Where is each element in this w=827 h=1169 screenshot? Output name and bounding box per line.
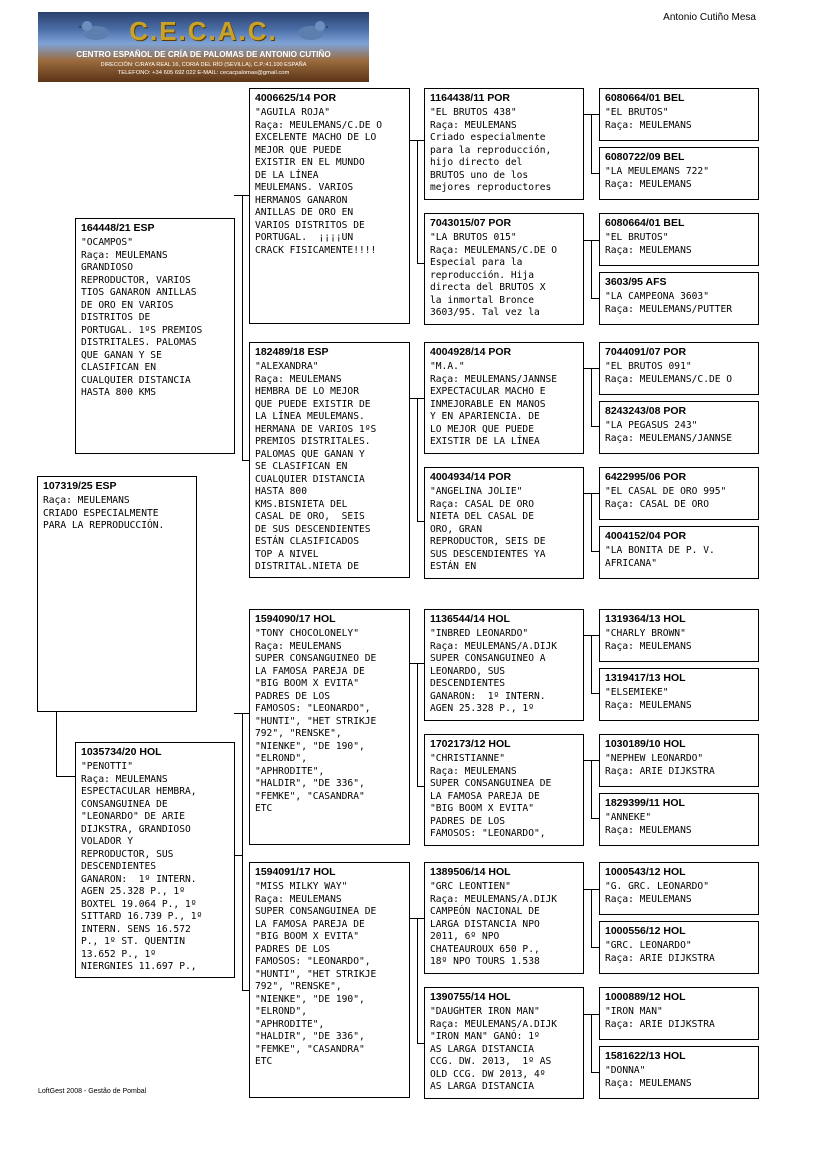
connector-line — [417, 663, 418, 786]
pedigree-box-ds — [249, 609, 410, 845]
logo-address: DIRECCIÓN: C/RAYA REAL 16, CORIA DEL RÍO (SEVILLA), C.P.:41.100 ESPAÑA — [100, 62, 307, 68]
ring-number: 1702173/12 HOL — [430, 738, 511, 750]
bird-description: "NEPHEW LEONARDO" Raça: ARIE DIJKSTRA — [605, 753, 715, 777]
pedigree-box-ddsd — [599, 921, 759, 974]
pedigree-box-ddss — [599, 862, 759, 915]
bird-description: "LA MEULEMANS 722" Raça: MEULEMANS — [605, 166, 709, 190]
ring-number: 1164438/11 POR — [430, 92, 510, 104]
owner-name: Antonio Cutiño Mesa — [663, 12, 756, 23]
pedigree-box-dsss — [599, 609, 759, 662]
connector-line — [417, 786, 424, 787]
bird-description: "G. GRC. LEONARDO" Raça: MEULEMANS — [605, 881, 709, 905]
connector-line — [242, 460, 249, 461]
connector-line — [591, 426, 599, 427]
ring-number: 7043015/07 POR — [430, 217, 512, 229]
pedigree-box-dam — [75, 742, 235, 978]
bird-description: "IRON MAN" Raça: ARIE DIJKSTRA — [605, 1006, 715, 1030]
connector-line — [591, 693, 599, 694]
pedigree-box-sdds — [599, 467, 759, 520]
connector-line — [591, 818, 599, 819]
bird-description: Raça: MEULEMANS CRIADO ESPECIALMENTE PARA LA REPRODUCCIÓN. — [43, 495, 165, 531]
connector-line — [591, 635, 592, 693]
ring-number: 1594090/17 HOL — [255, 613, 336, 625]
ring-number: 1136544/14 HOL — [430, 613, 510, 625]
bird-description: "GRC. LEONARDO" Raça: ARIE DIJKSTRA — [605, 940, 715, 964]
bird-description: "MISS MILKY WAY" Raça: MEULEMANS SUPER CONSANGUINEA DE LA FAMOSA PAREJA DE "BIG BOOM X EVITA" PADRES DE LOS FAMOSOS: "LEONARDO", "HUNTI", "HET STRIKJE 792", "RENSKE", "NIENKE", "DE 190", "ELROND", "APHRODITE", "HALDIR", "DE 336", "FEMKE", "CASANDRA" ETC — [255, 881, 377, 1067]
bird-description: "ELSEMIEKE" Raça: MEULEMANS — [605, 687, 692, 711]
pedigree-box-dddd — [599, 1046, 759, 1099]
connector-line — [591, 493, 592, 551]
connector-line — [591, 298, 599, 299]
bird-description: "EL BRUTOS 091" Raça: MEULEMANS/C.DE O — [605, 361, 733, 385]
connector-line — [591, 1072, 599, 1073]
ring-number: 6422995/06 POR — [605, 471, 687, 483]
pedigree-box-ssss — [599, 88, 759, 141]
pedigree-box-sire — [75, 218, 235, 454]
ring-number: 1000556/12 HOL — [605, 925, 686, 937]
connector-line — [242, 990, 249, 991]
bird-description: "CHRISTIANNE" Raça: MEULEMANS SUPER CONSANGUINEA DE LA FAMOSA PAREJA DE "BIG BOOM X EVITA" PADRES DE LOS FAMOSOS: "LEONARDO", — [430, 753, 552, 839]
ring-number: 1000889/12 HOL — [605, 991, 686, 1003]
pedigree-box-dd — [249, 862, 410, 1098]
connector-line — [591, 1014, 592, 1072]
pedigree-box-sdss — [599, 342, 759, 395]
bird-description: "EL BRUTOS 438" Raça: MEULEMANS Criado especialmente para la reproducción, hijo directo del BRUTOS uno de los mejores reproductores — [430, 107, 552, 193]
pedigree-box-sds — [424, 342, 584, 454]
bird-description: "DAUGHTER IRON MAN" Raça: MEULEMANS/A.DIJK "IRON MAN" GANÓ: 1º AS LARGA DISTANCIA CCG. DW. 2013, 1º AS OLD CCG. DW 2013, 4º AS LARGA DISTANCIA — [430, 1006, 558, 1092]
cecac-logo — [38, 12, 369, 82]
ring-number: 6080722/09 BEL — [605, 151, 685, 163]
connector-line — [591, 173, 599, 174]
pedigree-box-ddds — [599, 987, 759, 1040]
footer-text: LoftGest 2008 - Gestão de Pombal — [38, 1088, 147, 1095]
bird-description: "ANGELINA JOLIE" Raça: CASAL DE ORO NIETA DEL CASAL DE ORO, GRAN REPRODUCTOR, SEIS DE SUS DESCENDIENTES YA ESTÁN EN — [430, 486, 546, 572]
connector-line — [591, 551, 599, 552]
ring-number: 4004152/04 POR — [605, 530, 687, 542]
connector-line — [56, 776, 75, 777]
ring-number: 1000543/12 HOL — [605, 866, 686, 878]
pedigree-box-dss — [424, 609, 584, 721]
bird-description: "LA BRUTOS 015" Raça: MEULEMANS/C.DE O Especial para la reproducción. Hija directa del BRUTOS X la inmortal Bronce 3603/95. Tal vez la — [430, 232, 558, 318]
ring-number: 107319/25 ESP — [43, 480, 117, 492]
connector-line — [242, 195, 243, 460]
ring-number: 1389506/14 HOL — [430, 866, 511, 878]
connector-line — [591, 760, 592, 818]
pedigree-box-sddd — [599, 526, 759, 579]
connector-line — [417, 1043, 424, 1044]
bird-description: "CHARLY BROWN" Raça: MEULEMANS — [605, 628, 692, 652]
ring-number: 1035734/20 HOL — [81, 746, 162, 758]
pedigree-box-sdd — [424, 467, 584, 579]
ring-number: 1581622/13 HOL — [605, 1050, 686, 1062]
pedigree-box-ss — [249, 88, 410, 324]
connector-line — [591, 240, 592, 298]
connector-line — [591, 947, 599, 948]
ring-number: 1030189/10 HOL — [605, 738, 686, 750]
bird-description: "TONY CHOCOLONELY" Raça: MEULEMANS SUPER CONSANGUINEO DE LA FAMOSA PAREJA DE "BIG BOOM X EVITA" PADRES DE LOS FAMOSOS: "LEONARDO", "HUNTI", "HET STRIKJE 792", "RENSKE", "NIENKE", "DE 190", "ELROND", "APHRODITE", "HALDIR", "DE 336", "FEMKE", "CASANDRA" ETC — [255, 628, 377, 814]
pedigree-box-ssd — [424, 213, 584, 325]
bird-description: "GRC LEONTIEN" Raça: MEULEMANS/A.DIJK CAMPEÓN NACIONAL DE LARGA DISTANCIA NPO 2011, 6º NPO CHATEAUROUX 650 P., 18º NPO TOURS 1.538 — [430, 881, 558, 967]
ring-number: 4004928/14 POR — [430, 346, 512, 358]
logo-subtitle: CENTRO ESPAÑOL DE CRÍA DE PALOMAS DE ANTONIO CUTIÑO — [76, 50, 331, 59]
bird-description: "AGUILA ROJA" Raça: MEULEMANS/C.DE O EXCELENTE MACHO DE LO MEJOR QUE PUEDE EXISTIR EN EL MUNDO DE LA LÍNEA MEULEMANS. VARIOS HERMANOS GANARON ANILLAS DE ORO EN VARIOS DISTRITOS DE PORTUGAL. ¡¡¡¡UN CRACK FISICAMENTE!!!! — [255, 107, 383, 256]
connector-line — [591, 114, 592, 173]
connector-line — [417, 140, 418, 263]
bird-description: "ALEXANDRA" Raça: MEULEMANS HEMBRA DE LO MEJOR QUE PUEDE EXISTIR DE LA LÍNEA MEULEMANS. HERMANA DE VARIOS 1ºS PREMIOS DISTRITALES. PALOMAS QUE GANAN Y SE CLASIFICAN EN CUALQUIER DISTANCIA HASTA 800 KMS.BISNIETA DEL CASAL DE ORO, SEIS DE SUS DESCENDIENTES ESTÁN CLASIFICADOS TOP A NIVEL DISTRITAL.NIETA DE — [255, 361, 377, 572]
bird-description: "EL CASAL DE ORO 995" Raça: CASAL DE ORO — [605, 486, 727, 510]
pedigree-box-dsds — [599, 734, 759, 787]
ring-number: 6080664/01 BEL — [605, 217, 685, 229]
ring-number: 1390755/14 HOL — [430, 991, 511, 1003]
pedigree-box-subject — [37, 476, 197, 712]
bird-description: "INBRED LEONARDO" Raça: MEULEMANS/A.DIJK SUPER CONSANGUINEO A LEONARDO, SUS DESCENDIENTES GANARON: 1º INTERN. AGEN 25.328 P., 1º — [430, 628, 558, 714]
ring-number: 1829399/11 HOL — [605, 797, 685, 809]
ring-number: 1594091/17 HOL — [255, 866, 336, 878]
pedigree-box-dsd — [424, 734, 584, 846]
bird-description: "OCAMPOS" Raça: MEULEMANS GRANDIOSO REPRODUCTOR, VARIOS TIOS GANARON ANILLAS DE ORO EN VARIOS DISTRITOS DE PORTUGAL. 1ºS PREMIOS DISTRITALES. PALOMAS QUE GANAN Y SE CLASIFICAN EN CUALQUIER DISTANCIA HASTA 800 KMS — [81, 237, 203, 398]
ring-number: 182489/18 ESP — [255, 346, 329, 358]
logo-title: C.E.C.A.C. — [129, 16, 278, 46]
connector-line — [417, 398, 418, 521]
ring-number: 164448/21 ESP — [81, 222, 155, 234]
ring-number: 1319364/13 HOL — [605, 613, 686, 625]
bird-description: "M.A." Raça: MEULEMANS/JANNSE EXPECTACULAR MACHO E INMEJORABLE EN MANOS Y EN APARIENCIA. DE LO MEJOR QUE PUEDE EXISTIR DE LA LÍNEA — [430, 361, 558, 447]
connector-line — [56, 710, 57, 776]
ring-number: 8243243/08 POR — [605, 405, 687, 417]
connector-line — [242, 713, 243, 990]
logo-contact: TELEFONO: +34 605 692 022 E-MAIL: cecacpalomas@gmail.com — [117, 70, 290, 76]
pedigree-box-ssdd — [599, 272, 759, 325]
connector-line — [417, 521, 424, 522]
connector-line — [591, 889, 592, 947]
bird-description: "LA CAMPEONA 3603" Raça: MEULEMANS/PUTTER — [605, 291, 733, 315]
pedigree-box-ddd — [424, 987, 584, 1099]
connector-line — [234, 855, 243, 856]
connector-line — [591, 368, 592, 426]
ring-number: 4006625/14 POR — [255, 92, 337, 104]
bird-description: "PENOTTI" Raça: MEULEMANS ESPECTACULAR HEMBRA, CONSANGUINEA DE "LEONARDO" DE ARIE DIJKSTRA, GRANDIOSO VOLADOR Y REPRODUCTOR, SUS DESCENDIENTES GANARON: 1º INTERN. AGEN 25.328 P., 1º BOXTEL 19.064 P., 1º SITTARD 16.739 P., 1º INTERN. SENS 16.572 P., 1º ST. QUENTIN 13.652 P., 1º NIERGNIES 11.697 P., — [81, 761, 203, 972]
pedigree-box-dds — [424, 862, 584, 974]
connector-line — [417, 918, 418, 1043]
bird-description: "EL BRUTOS" Raça: MEULEMANS — [605, 107, 692, 131]
bird-description: "EL BRUTOS" Raça: MEULEMANS — [605, 232, 692, 256]
bird-description: "LA PEGASUS 243" Raça: MEULEMANS/JANNSE — [605, 420, 733, 444]
bird-description: "LA BONITA DE P. V. AFRICANA" — [605, 545, 715, 569]
ring-number: 6080664/01 BEL — [605, 92, 685, 104]
pedigree-box-sssd — [599, 147, 759, 200]
pedigree-box-sdsd — [599, 401, 759, 454]
bird-description: "DONNA" Raça: MEULEMANS — [605, 1065, 692, 1089]
pedigree-box-sd — [249, 342, 410, 578]
connector-line — [417, 263, 424, 264]
bird-description: "ANNEKE" Raça: MEULEMANS — [605, 812, 692, 836]
pedigree-box-ssds — [599, 213, 759, 266]
pedigree-box-dsdd — [599, 793, 759, 846]
pedigree-box-sss — [424, 88, 584, 200]
ring-number: 3603/95 AFS — [605, 276, 667, 288]
ring-number: 4004934/14 POR — [430, 471, 512, 483]
ring-number: 7044091/07 POR — [605, 346, 687, 358]
ring-number: 1319417/13 HOL — [605, 672, 686, 684]
pedigree-box-dssd — [599, 668, 759, 721]
